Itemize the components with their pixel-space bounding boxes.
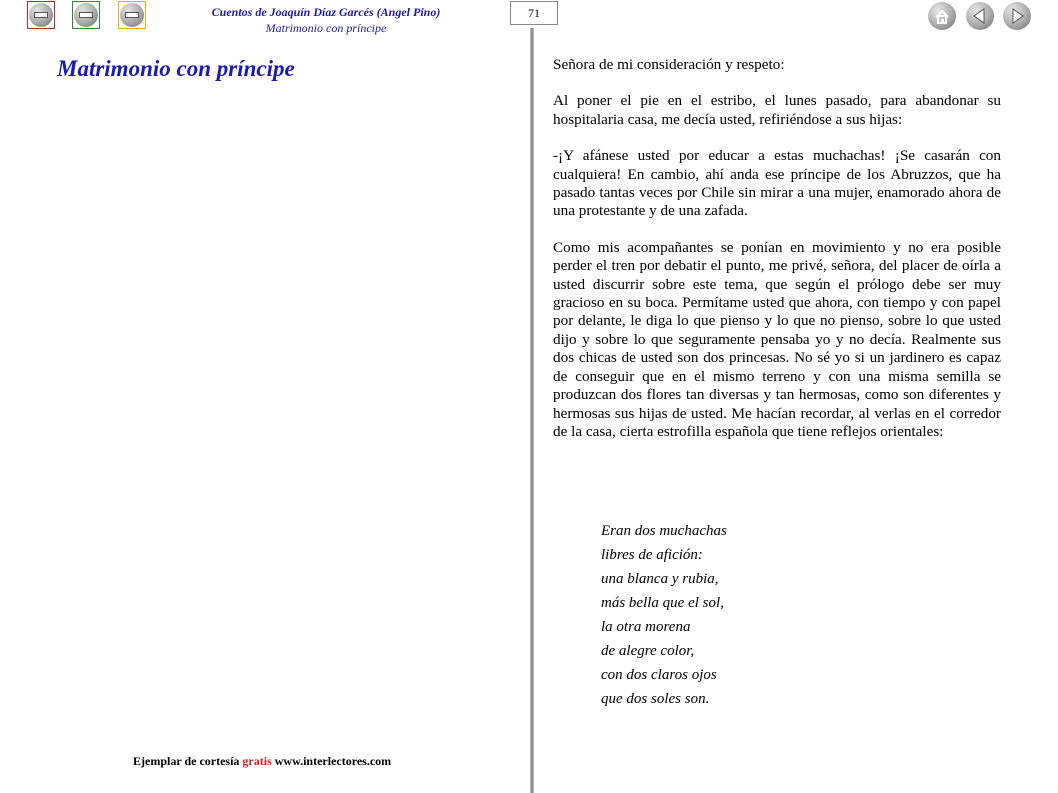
page-number: 71: [510, 1, 558, 25]
triangle-right-icon: [1003, 2, 1031, 30]
story-heading: Matrimonio con príncipe: [57, 56, 295, 81]
poem-line: la otra morena: [601, 619, 691, 635]
toolbar-button-green[interactable]: [72, 1, 100, 29]
paragraph: Al poner el pie en el estribo, el lunes pasado, para abandonar su hospitalaria casa, me decía usted, refiriéndose a sus hijas:: [553, 92, 1001, 128]
home-button[interactable]: [928, 2, 956, 30]
footer-prefix: Ejemplar de cortesía: [133, 754, 240, 768]
toolbar-button-red[interactable]: [27, 1, 55, 29]
minus-icon: [74, 3, 98, 27]
minus-icon: [29, 3, 53, 27]
footer-courtesy: [133, 754, 391, 769]
paragraph: Como mis acompañantes se ponían en movimiento y no era posible perder el tren por debatir el punto, me privé, señora, del placer de oírla a usted discurrir sobre este tema, que según el prólogo debe ser muy gracioso en su boca. Permítame usted que ahora, con tiempo y con papel por delante, le diga lo que pienso y lo que no pienso, sobre lo que usted dijo y sobre lo que seguramente pensaba yo y no decía. Realmente sus dos chicas de usted son dos princesas. No sé yo si un jardinero es capaz de conseguir que en el mismo terreno y con una misma semilla se produzcan dos flores tan diversas y tan hermosas, como son diferentes y hermosas sus hijas de usted. Me hacían recordar, al verlas en el corredor de la casa, cierta estrofilla española que tiene reflejos orientales:: [553, 238, 1001, 440]
previous-page-button[interactable]: [966, 2, 994, 30]
poem-line: más bella que el sol,: [601, 595, 724, 611]
poem-line: que dos soles son.: [601, 691, 710, 707]
story-subtitle: Matrimonio con príncipe: [265, 21, 387, 35]
toolbar-button-yellow[interactable]: [118, 1, 146, 29]
triangle-left-icon: [966, 2, 994, 30]
poem-line: libres de afición:: [601, 547, 703, 563]
poem-line: Eran dos muchachas: [601, 523, 727, 539]
poem-line: una blanca y rubia,: [601, 571, 719, 587]
next-page-button[interactable]: [1003, 2, 1031, 30]
body-text: [553, 56, 1001, 459]
paragraph: -¡Y afánese usted por educar a estas muchachas! ¡Se casarán con cualquiera! En cambio, ahí anda ese príncipe de los Abruzzos, que ha pasado tantas veces por Chile sin mirar a una mujer, enamorado ahora de una protestante y de una zafada.: [553, 147, 1001, 220]
book-title: Cuentos de Joaquín Díaz Garcés (Angel Pino): [211, 5, 441, 19]
poem: [601, 522, 727, 714]
poem-line: con dos claros ojos: [601, 667, 717, 683]
minus-icon: [120, 3, 144, 27]
footer-free-link[interactable]: gratis: [242, 754, 272, 768]
paragraph: Señora de mi consideración y respeto:: [553, 56, 785, 73]
footer-url[interactable]: www.interlectores.com: [274, 754, 392, 768]
page-divider: [530, 28, 534, 793]
poem-line: de alegre color,: [601, 643, 695, 659]
home-icon: [928, 2, 956, 30]
